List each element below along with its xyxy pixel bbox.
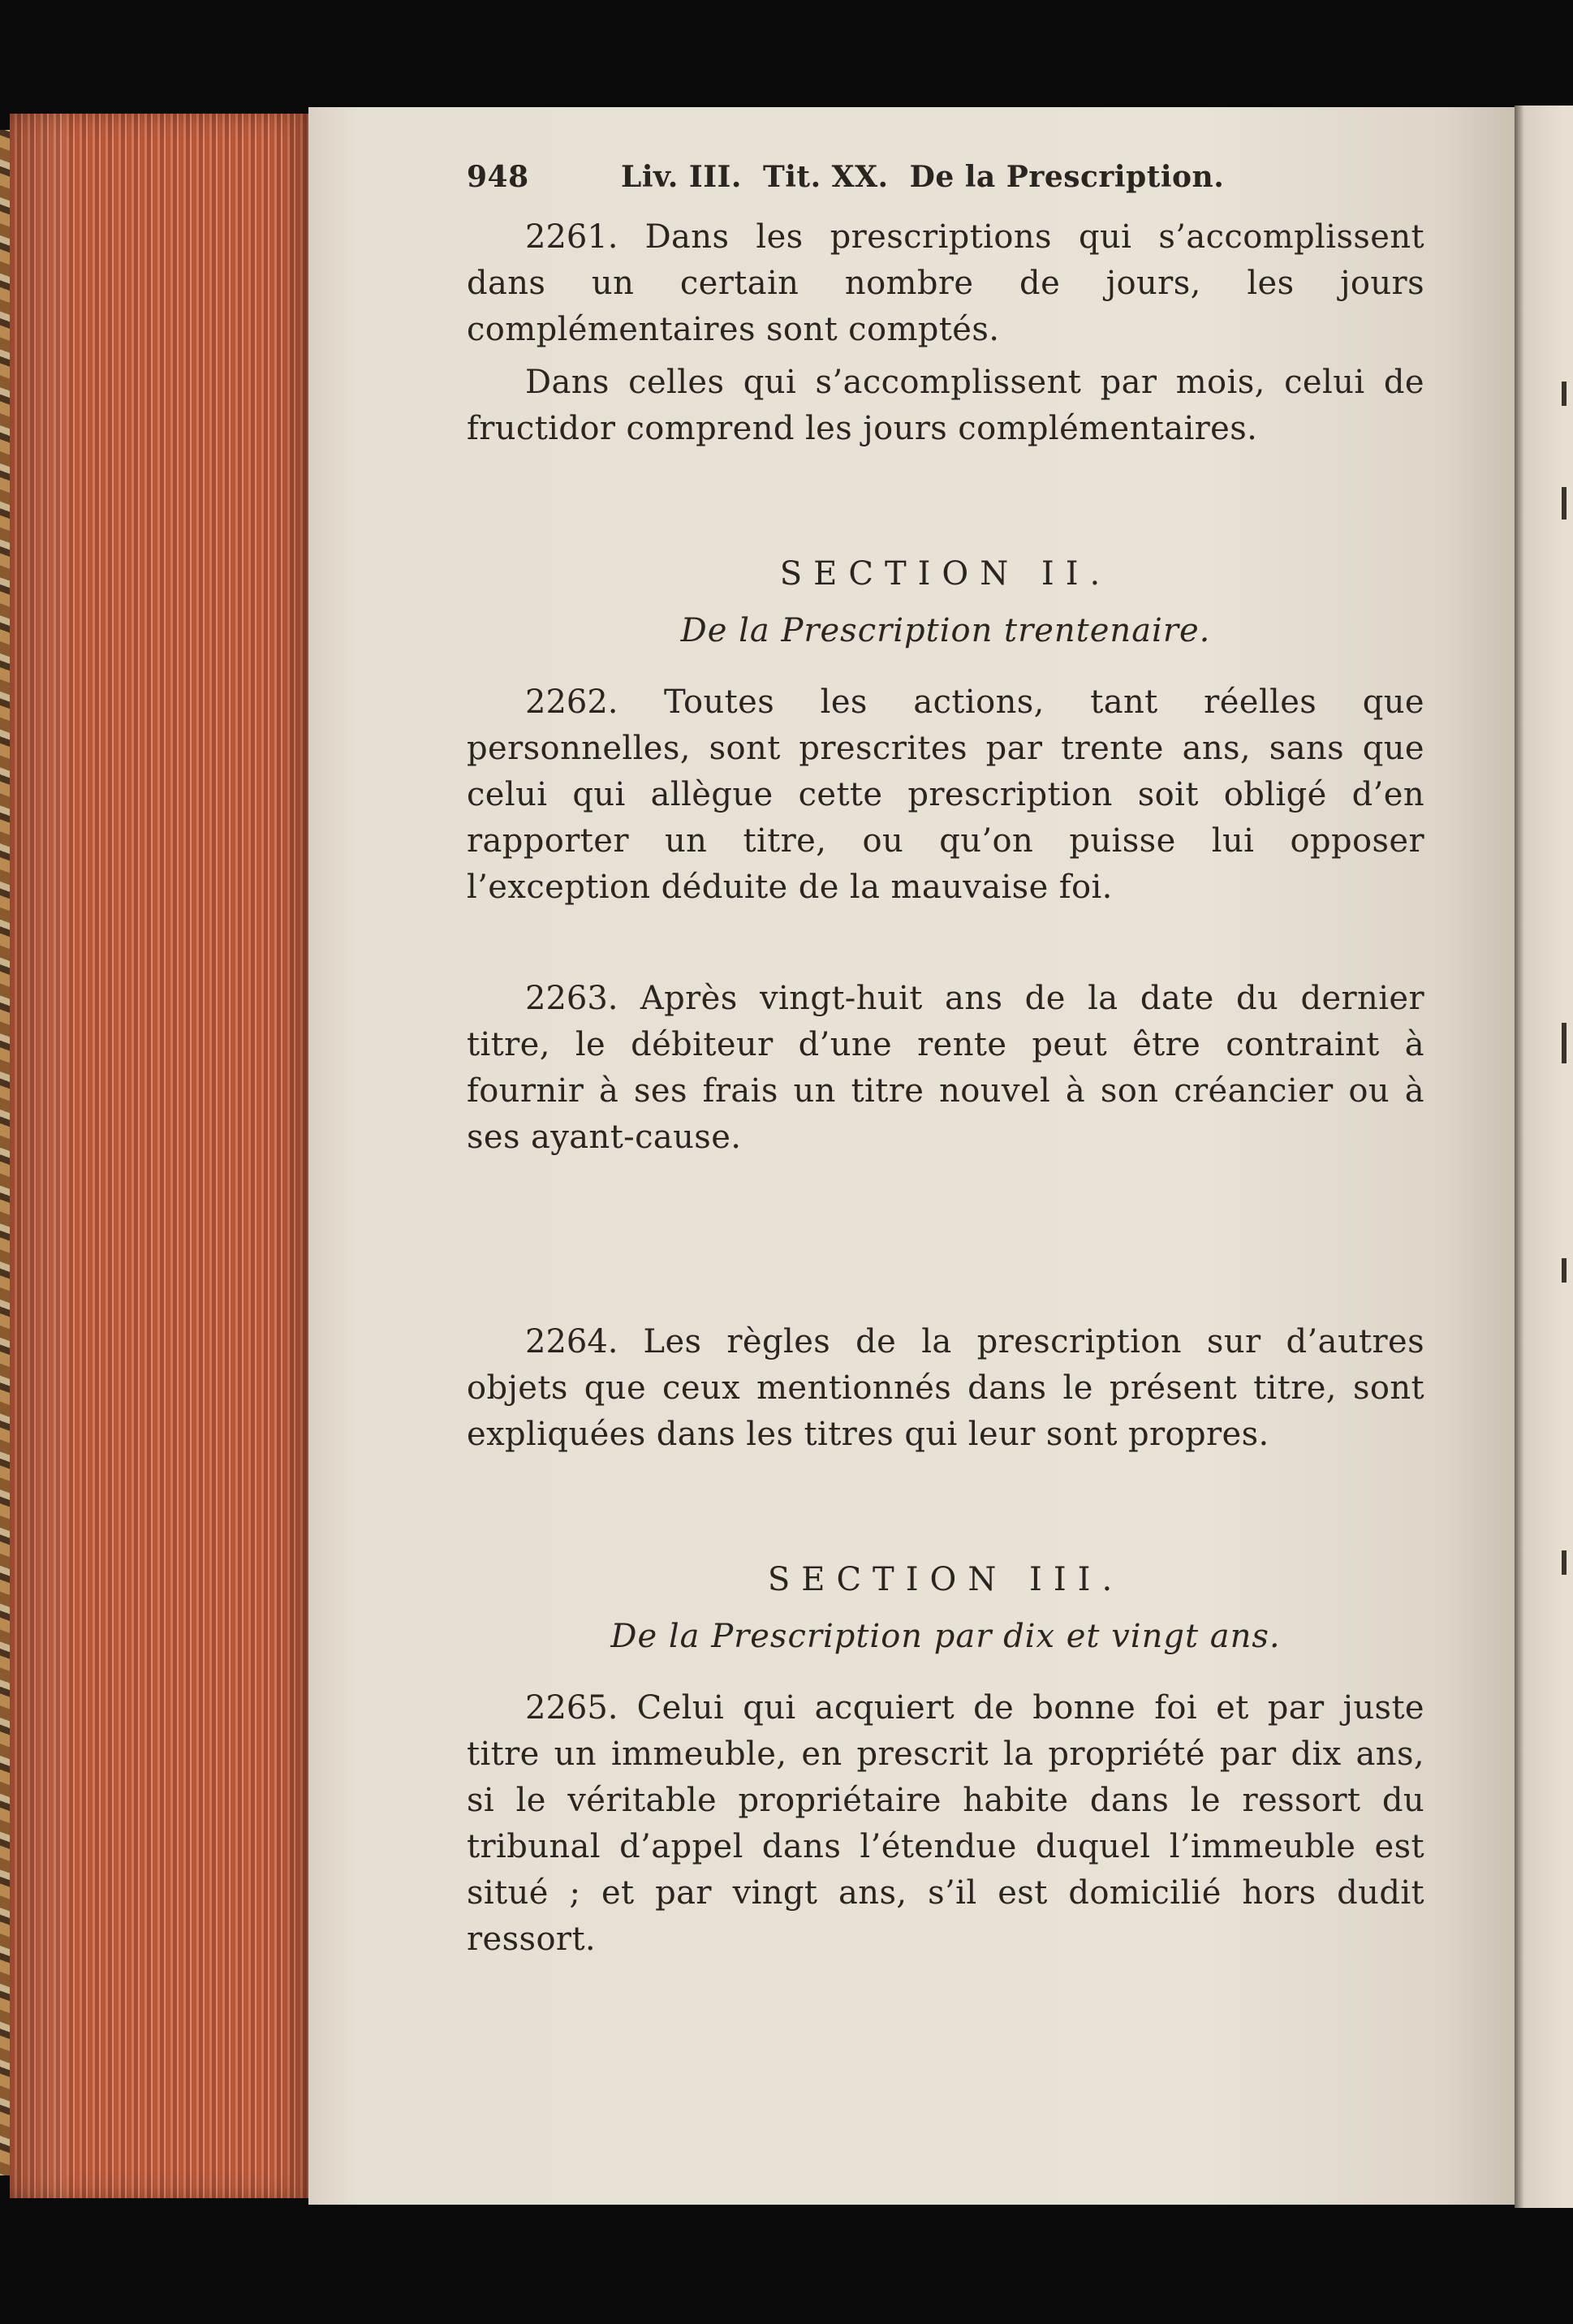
facing-page-edge xyxy=(1515,106,1573,2208)
article-2265 xyxy=(467,1685,1424,1963)
article-number: 2264. xyxy=(525,1323,618,1360)
article-text: Toutes les actions, tant réelles que personnelles, sont prescrites par trente ans, sans que celui qui allègue cette prescription soit obligé d’en rapporter un titre, ou qu’on puisse lui opposer l’exception déduite de la mauvaise foi. xyxy=(467,683,1424,906)
section-subtitle: De la Prescription trentenaire. xyxy=(680,612,1211,649)
article-number: 2265. xyxy=(525,1689,618,1727)
article-text: Dans celles qui s’accomplissent par mois, celui de fructidor comprend les jours complémentaires. xyxy=(467,364,1424,447)
article-text: Après vingt-huit ans de la date du dernier titre, le débiteur d’une rente peut être contraint à fournir à ses frais un titre nouvel à son créancier ou à ses ayant-cause. xyxy=(467,980,1424,1156)
article-2263 xyxy=(467,976,1424,1161)
article-number: 2263. xyxy=(525,980,618,1017)
article-2262 xyxy=(467,679,1424,911)
running-header xyxy=(467,154,1424,203)
section-heading: SECTION III. xyxy=(767,1561,1124,1598)
article-2261 xyxy=(467,214,1424,353)
article-text: Celui qui acquiert de bonne foi et par juste titre un immeuble, en prescrit la propriété par dix ans, si le véritable propriétaire habite dans le ressort du tribunal d’appel dans l’étendue duquel l’immeuble est situé ; et par vingt ans, s’il est domicilié hors dudit ressort. xyxy=(467,1689,1424,1958)
page-text xyxy=(467,154,1424,1963)
page-edges xyxy=(10,114,312,2198)
page-number: 948 xyxy=(467,160,529,194)
section-heading: SECTION II. xyxy=(779,555,1112,593)
article-2264 xyxy=(467,1319,1424,1458)
section-subtitle: De la Prescription par dix et vingt ans. xyxy=(610,1618,1281,1655)
article-number: 2261. xyxy=(525,218,618,256)
article-2261-continued xyxy=(467,360,1424,452)
article-number: 2262. xyxy=(525,683,618,721)
running-head-title: Liv. III. Tit. XX. De la Prescription. xyxy=(621,160,1225,194)
article-text: Les règles de la prescription sur d’autres objets que ceux mentionnés dans le présent titre, sont expliquées dans les titres qui leur sont propres. xyxy=(467,1323,1424,1453)
article-text: Dans les prescriptions qui s’accomplissent dans un certain nombre de jours, les jours complémentaires sont comptés. xyxy=(467,218,1425,348)
